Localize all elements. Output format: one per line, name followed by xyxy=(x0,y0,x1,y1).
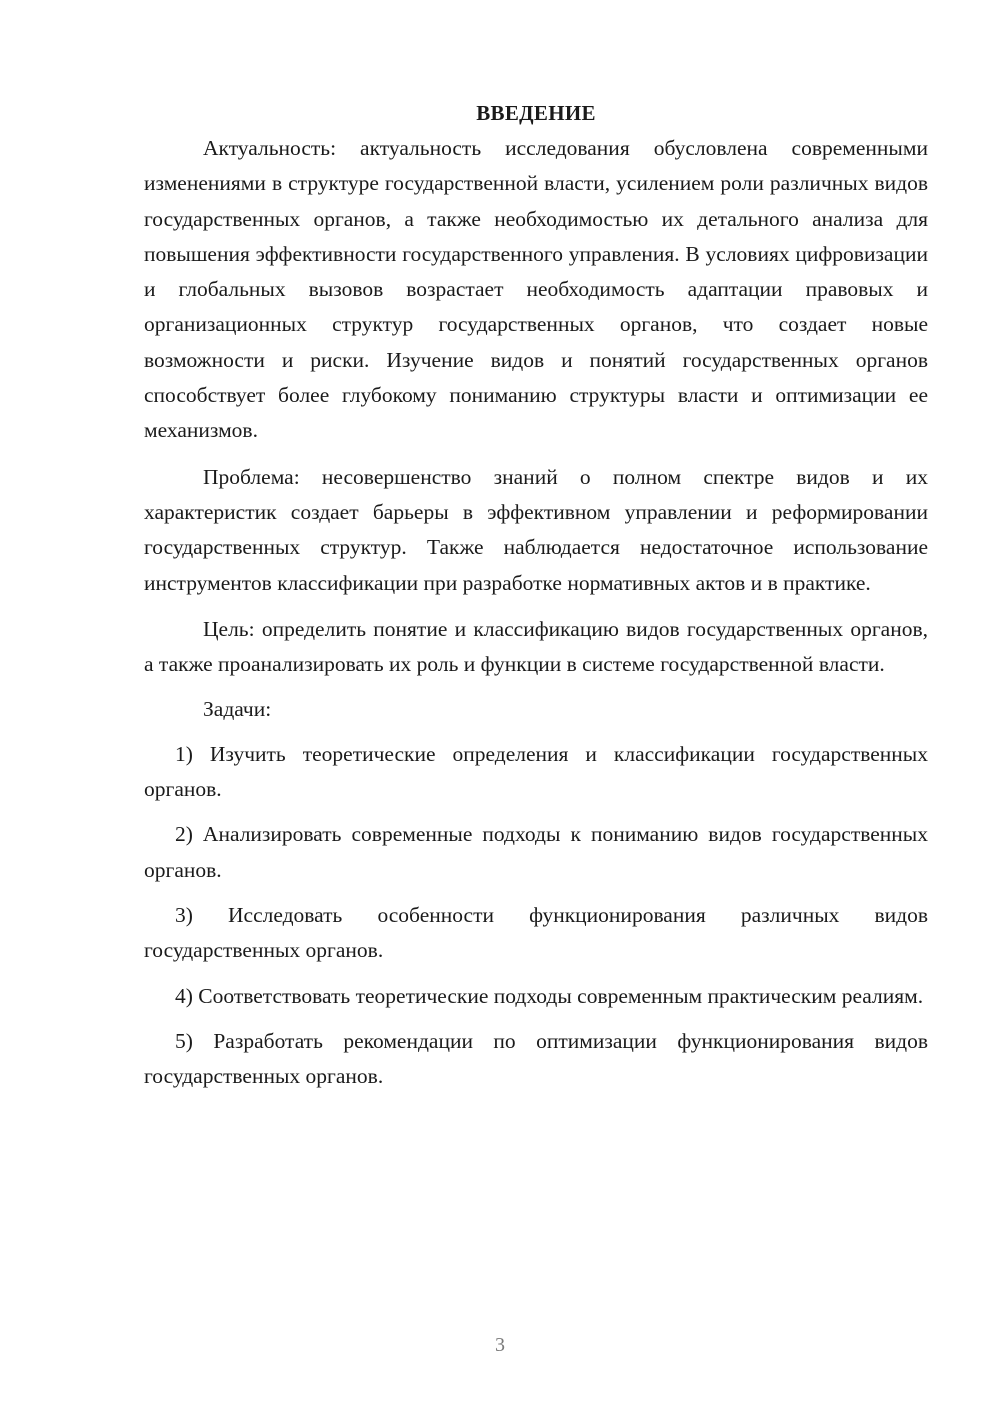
section-heading: ВВЕДЕНИЕ xyxy=(476,101,596,125)
paragraph-tasks-label: Задачи: xyxy=(203,697,272,722)
page-number: 3 xyxy=(495,1334,505,1356)
paragraph-problem: Проблема: несовершенство знаний о полном спектре видов и их характеристик создает барьеры в эффективном управлении и реформировании государственных структур. Также наблюдается недостаточное использование инструментов классификации при разработке нормативных актов и в практике. xyxy=(144,464,928,595)
task-item: 2) Анализировать современные подходы к пониманию видов государственных органов. xyxy=(144,822,928,882)
task-item: 1) Изучить теоретические определения и классификации государственных органов. xyxy=(144,741,928,802)
paragraph-relevance: Актуальность: актуальность исследования обусловлена современными изменениями в структуре государственной власти, усилением роли различных видов государственных органов, а также необходимостью их детального анализа для повышения эффективности государственного управления. В условиях цифровизации и глобальных вызовов возрастает необходимость адаптации правовых и организационных структур государственных органов, что создает новые возможности и риски. Изучение видов и понятий государственных органов способствует более глубокому пониманию структуры власти и оптимизации ее механизмов. xyxy=(144,136,928,443)
paragraph-goal: Цель: определить понятие и классификацию видов государственных органов, а также проанализировать их роль и функции в системе государственной власти. xyxy=(144,616,928,677)
task-item: 5) Разработать рекомендации по оптимизации функционирования видов государственных органов. xyxy=(144,1028,928,1089)
task-item: 3) Исследовать особенности функционирования различных видов государственных органов. xyxy=(144,902,928,963)
document-page xyxy=(144,96,928,1094)
task-item: 4) Соответствовать теоретические подходы современным практическим реалиям. xyxy=(175,983,924,1008)
